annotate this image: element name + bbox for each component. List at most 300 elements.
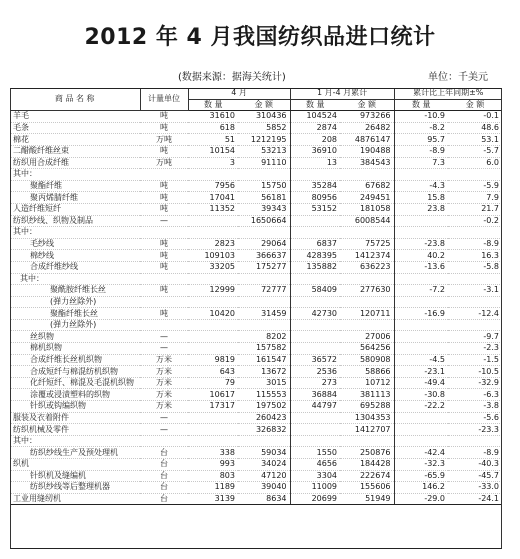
table-row <box>10 366 502 378</box>
row-unit: 台 <box>140 447 188 459</box>
row-unit: 万米 <box>140 401 188 413</box>
cell-ytd-qty <box>290 424 340 436</box>
row-name: 聚酰胺纤维长丝 <box>10 285 140 297</box>
cell-ytd-qty <box>290 169 340 181</box>
cell-april-qty: 51 <box>188 134 238 146</box>
cell-ytd-amount <box>340 227 394 239</box>
cell-ytd-amount <box>340 273 394 285</box>
row-unit <box>140 273 188 285</box>
cell-april-amount: 59034 <box>238 447 290 459</box>
table-row <box>10 470 502 482</box>
column-header-name: 商 品 名 称 <box>10 88 140 111</box>
cell-yoy-amount-pct: -0.1 <box>448 111 502 123</box>
cell-yoy-qty-pct: -49.4 <box>394 377 448 389</box>
row-unit: 吨 <box>140 145 188 157</box>
cell-yoy-qty-pct: 23.8 <box>394 203 448 215</box>
row-unit: 吨 <box>140 238 188 250</box>
cell-yoy-amount-pct: 6.0 <box>448 157 502 169</box>
cell-ytd-qty <box>290 343 340 355</box>
cell-ytd-qty <box>290 435 340 447</box>
cell-yoy-amount-pct: 48.6 <box>448 122 502 134</box>
cell-ytd-amount: 636223 <box>340 261 394 273</box>
column-header-unit: 计量单位 <box>140 88 188 111</box>
cell-april-qty <box>188 227 238 239</box>
row-name: 针织机及缝编机 <box>10 470 140 482</box>
cell-yoy-amount-pct: 16.3 <box>448 250 502 262</box>
row-unit <box>140 296 188 308</box>
cell-april-amount: 13672 <box>238 366 290 378</box>
cell-ytd-amount: 27006 <box>340 331 394 343</box>
row-unit: 吨 <box>140 203 188 215</box>
cell-yoy-amount-pct <box>448 273 502 285</box>
cell-april-qty: 993 <box>188 459 238 471</box>
cell-april-amount: 39343 <box>238 203 290 215</box>
table-row <box>10 250 502 262</box>
table-row <box>10 331 502 343</box>
cell-yoy-amount-pct: -1.5 <box>448 354 502 366</box>
row-name: 针织或钩编织物 <box>10 401 140 413</box>
table-row <box>10 412 502 424</box>
cell-april-qty: 31610 <box>188 111 238 123</box>
cell-ytd-amount: 695288 <box>340 401 394 413</box>
row-name: 纺织用合成纤维 <box>10 157 140 169</box>
row-name: 合成短纤与棉混纺机织物 <box>10 366 140 378</box>
cell-yoy-amount-pct: -5.7 <box>448 145 502 157</box>
cell-ytd-qty: 44797 <box>290 401 340 413</box>
cell-april-qty: 17317 <box>188 401 238 413</box>
row-unit: 台 <box>140 493 188 505</box>
cell-ytd-qty: 36572 <box>290 354 340 366</box>
cell-april-qty: 3139 <box>188 493 238 505</box>
row-unit: 吨 <box>140 261 188 273</box>
table-row <box>10 261 502 273</box>
table-row <box>10 435 502 447</box>
table-row <box>10 377 502 389</box>
cell-april-qty <box>188 424 238 436</box>
table-row <box>10 169 502 181</box>
table-row <box>10 273 502 285</box>
cell-yoy-qty-pct <box>394 424 448 436</box>
row-unit: 台 <box>140 459 188 471</box>
table-row <box>10 122 502 134</box>
cell-ytd-amount: 381113 <box>340 389 394 401</box>
cell-yoy-qty-pct: -23.8 <box>394 238 448 250</box>
row-unit: — <box>140 343 188 355</box>
cell-april-qty <box>188 435 238 447</box>
cell-yoy-qty-pct: 146.2 <box>394 482 448 494</box>
cell-april-amount: 8202 <box>238 331 290 343</box>
cell-april-amount <box>238 435 290 447</box>
cell-april-amount: 161547 <box>238 354 290 366</box>
cell-yoy-qty-pct: -29.0 <box>394 493 448 505</box>
row-unit: 吨 <box>140 250 188 262</box>
cell-ytd-amount: 973266 <box>340 111 394 123</box>
cell-yoy-amount-pct: 7.9 <box>448 192 502 204</box>
cell-ytd-qty: 3304 <box>290 470 340 482</box>
row-name: (弹力丝除外) <box>10 319 140 331</box>
cell-yoy-amount-pct: -0.2 <box>448 215 502 227</box>
table-row <box>10 401 502 413</box>
cell-yoy-amount-pct: -40.3 <box>448 459 502 471</box>
table-row <box>10 203 502 215</box>
row-unit <box>140 319 188 331</box>
column-group-yoy: 累计比上年同期±% <box>394 88 502 99</box>
table-row <box>10 482 502 494</box>
cell-april-amount: 157582 <box>238 343 290 355</box>
table-body <box>10 111 502 505</box>
cell-ytd-amount: 75725 <box>340 238 394 250</box>
cell-yoy-qty-pct: 95.7 <box>394 134 448 146</box>
cell-april-qty: 12999 <box>188 285 238 297</box>
column-header-yoy-amount: 金 额 <box>448 99 502 111</box>
cell-april-qty: 10420 <box>188 308 238 320</box>
row-unit: 万米 <box>140 366 188 378</box>
cell-ytd-qty: 20699 <box>290 493 340 505</box>
cell-april-amount <box>238 296 290 308</box>
row-name: 棉花 <box>10 134 140 146</box>
cell-april-amount: 39040 <box>238 482 290 494</box>
row-name: 聚酯纤维长丝 <box>10 308 140 320</box>
row-name: 二醋酸纤维丝束 <box>10 145 140 157</box>
cell-yoy-amount-pct: -3.1 <box>448 285 502 297</box>
cell-ytd-qty <box>290 331 340 343</box>
cell-yoy-amount-pct: -6.3 <box>448 389 502 401</box>
cell-april-qty: 33205 <box>188 261 238 273</box>
row-name: 人造纤维短纤 <box>10 203 140 215</box>
row-unit <box>140 227 188 239</box>
cell-april-qty: 79 <box>188 377 238 389</box>
cell-yoy-amount-pct: -8.9 <box>448 238 502 250</box>
cell-ytd-qty: 11009 <box>290 482 340 494</box>
cell-ytd-amount: 26482 <box>340 122 394 134</box>
cell-april-qty: 10154 <box>188 145 238 157</box>
cell-ytd-qty: 2536 <box>290 366 340 378</box>
row-unit: 台 <box>140 482 188 494</box>
row-name: 化纤短纤、棉混及毛混机织物 <box>10 377 140 389</box>
cell-yoy-qty-pct: -8.2 <box>394 122 448 134</box>
table-row <box>10 459 502 471</box>
cell-yoy-qty-pct: -4.5 <box>394 354 448 366</box>
cell-yoy-qty-pct: -32.3 <box>394 459 448 471</box>
cell-april-amount: 326832 <box>238 424 290 436</box>
cell-ytd-amount: 181058 <box>340 203 394 215</box>
cell-yoy-amount-pct: -23.3 <box>448 424 502 436</box>
column-group-ytd: 1 月-4 月累计 <box>290 88 394 99</box>
cell-yoy-amount-pct: -8.9 <box>448 447 502 459</box>
cell-ytd-amount: 155606 <box>340 482 394 494</box>
table-row <box>10 389 502 401</box>
cell-yoy-amount-pct: 53.1 <box>448 134 502 146</box>
row-name: 工业用缝纫机 <box>10 493 140 505</box>
row-unit: 台 <box>140 470 188 482</box>
row-unit <box>140 169 188 181</box>
cell-yoy-qty-pct: -23.1 <box>394 366 448 378</box>
cell-april-amount: 34024 <box>238 459 290 471</box>
cell-april-qty: 10617 <box>188 389 238 401</box>
cell-ytd-qty: 135882 <box>290 261 340 273</box>
cell-yoy-qty-pct <box>394 319 448 331</box>
table-row <box>10 447 502 459</box>
import-statistics-table <box>10 88 502 505</box>
table-row <box>10 354 502 366</box>
cell-ytd-amount: 384543 <box>340 157 394 169</box>
cell-ytd-amount <box>340 435 394 447</box>
data-source-note: (数据来源：据海关统计) <box>178 72 286 83</box>
cell-april-qty: 7956 <box>188 180 238 192</box>
cell-yoy-amount-pct: -24.1 <box>448 493 502 505</box>
table-row <box>10 111 502 123</box>
cell-ytd-qty <box>290 215 340 227</box>
cell-april-amount: 1650664 <box>238 215 290 227</box>
row-unit: 吨 <box>140 285 188 297</box>
cell-ytd-amount <box>340 296 394 308</box>
cell-yoy-qty-pct: -10.9 <box>394 111 448 123</box>
cell-april-qty: 2823 <box>188 238 238 250</box>
cell-yoy-qty-pct <box>394 412 448 424</box>
cell-yoy-qty-pct: -65.9 <box>394 470 448 482</box>
cell-ytd-qty: 58409 <box>290 285 340 297</box>
column-header-april-qty: 数 量 <box>188 99 238 111</box>
cell-april-qty: 3 <box>188 157 238 169</box>
cell-yoy-amount-pct <box>448 227 502 239</box>
cell-ytd-qty: 42730 <box>290 308 340 320</box>
table-row <box>10 493 502 505</box>
cell-yoy-qty-pct: -16.9 <box>394 308 448 320</box>
cell-yoy-amount-pct: -3.8 <box>448 401 502 413</box>
cell-ytd-qty: 80956 <box>290 192 340 204</box>
cell-ytd-qty: 36884 <box>290 389 340 401</box>
table-row <box>10 157 502 169</box>
cell-april-amount: 260423 <box>238 412 290 424</box>
row-name: 其中： <box>10 273 140 285</box>
cell-yoy-qty-pct <box>394 273 448 285</box>
table-row <box>10 238 502 250</box>
row-unit: 万米 <box>140 389 188 401</box>
cell-april-qty <box>188 343 238 355</box>
cell-yoy-qty-pct <box>394 215 448 227</box>
cell-ytd-qty: 35284 <box>290 180 340 192</box>
cell-ytd-amount: 67682 <box>340 180 394 192</box>
row-unit: 万吨 <box>140 157 188 169</box>
cell-yoy-qty-pct: -13.6 <box>394 261 448 273</box>
row-unit: 吨 <box>140 122 188 134</box>
row-name: 服装及衣着附件 <box>10 412 140 424</box>
cell-yoy-amount-pct <box>448 435 502 447</box>
row-unit: — <box>140 412 188 424</box>
cell-april-amount: 91110 <box>238 157 290 169</box>
row-name: 羊毛 <box>10 111 140 123</box>
cell-ytd-amount: 184428 <box>340 459 394 471</box>
unit-note: 单位：千美元 <box>428 72 488 83</box>
table-row <box>10 215 502 227</box>
row-name: 纺织纱线生产及预处理机 <box>10 447 140 459</box>
cell-ytd-amount: 51949 <box>340 493 394 505</box>
cell-ytd-qty: 2874 <box>290 122 340 134</box>
cell-yoy-amount-pct <box>448 169 502 181</box>
cell-april-qty <box>188 319 238 331</box>
cell-april-amount: 15750 <box>238 180 290 192</box>
row-unit: 吨 <box>140 180 188 192</box>
cell-april-amount: 72777 <box>238 285 290 297</box>
row-name: 毛条 <box>10 122 140 134</box>
cell-yoy-amount-pct: -5.8 <box>448 261 502 273</box>
cell-yoy-qty-pct <box>394 296 448 308</box>
cell-yoy-amount-pct: -9.7 <box>448 331 502 343</box>
cell-yoy-qty-pct: -22.2 <box>394 401 448 413</box>
cell-yoy-amount-pct: 21.7 <box>448 203 502 215</box>
cell-yoy-qty-pct: -30.8 <box>394 389 448 401</box>
cell-april-qty: 618 <box>188 122 238 134</box>
cell-yoy-qty-pct: -8.9 <box>394 145 448 157</box>
cell-yoy-qty-pct: 7.3 <box>394 157 448 169</box>
cell-april-qty <box>188 169 238 181</box>
cell-april-amount: 115553 <box>238 389 290 401</box>
cell-yoy-amount-pct <box>448 319 502 331</box>
row-unit <box>140 435 188 447</box>
cell-yoy-amount-pct: -12.4 <box>448 308 502 320</box>
cell-april-qty <box>188 331 238 343</box>
cell-ytd-amount: 120711 <box>340 308 394 320</box>
cell-ytd-qty: 13 <box>290 157 340 169</box>
row-name: 其中： <box>10 227 140 239</box>
cell-yoy-amount-pct: -32.9 <box>448 377 502 389</box>
table-row <box>10 319 502 331</box>
cell-yoy-qty-pct: 40.2 <box>394 250 448 262</box>
cell-ytd-qty <box>290 227 340 239</box>
cell-ytd-qty: 273 <box>290 377 340 389</box>
cell-ytd-qty: 36910 <box>290 145 340 157</box>
cell-april-qty: 11352 <box>188 203 238 215</box>
cell-april-amount <box>238 169 290 181</box>
row-unit: — <box>140 424 188 436</box>
row-name: 织机 <box>10 459 140 471</box>
cell-ytd-amount <box>340 169 394 181</box>
column-header-yoy-qty: 数 量 <box>394 99 448 111</box>
cell-april-amount <box>238 319 290 331</box>
table-row <box>10 180 502 192</box>
cell-ytd-amount: 6008544 <box>340 215 394 227</box>
cell-yoy-qty-pct <box>394 169 448 181</box>
cell-ytd-qty <box>290 273 340 285</box>
cell-yoy-qty-pct: 15.8 <box>394 192 448 204</box>
cell-ytd-amount: 250876 <box>340 447 394 459</box>
cell-ytd-amount: 249451 <box>340 192 394 204</box>
table-row <box>10 343 502 355</box>
cell-yoy-qty-pct: -7.2 <box>394 285 448 297</box>
row-name: 纺织机械及零件 <box>10 424 140 436</box>
row-name: 纺织纱线等后整理机器 <box>10 482 140 494</box>
row-unit: 万米 <box>140 354 188 366</box>
cell-yoy-amount-pct: -2.3 <box>448 343 502 355</box>
row-name: 聚丙烯腈纤维 <box>10 192 140 204</box>
cell-april-qty: 17041 <box>188 192 238 204</box>
row-unit: — <box>140 331 188 343</box>
cell-april-qty: 338 <box>188 447 238 459</box>
table-row <box>10 227 502 239</box>
cell-ytd-amount: 10712 <box>340 377 394 389</box>
cell-april-amount: 29064 <box>238 238 290 250</box>
row-unit: — <box>140 215 188 227</box>
table-row <box>10 134 502 146</box>
table-row <box>10 145 502 157</box>
row-name: 涂覆或浸渍塑料的织物 <box>10 389 140 401</box>
cell-yoy-amount-pct: -33.0 <box>448 482 502 494</box>
cell-ytd-qty: 208 <box>290 134 340 146</box>
cell-april-qty <box>188 215 238 227</box>
cell-april-qty: 1189 <box>188 482 238 494</box>
cell-ytd-qty <box>290 412 340 424</box>
cell-ytd-qty: 104524 <box>290 111 340 123</box>
cell-april-amount: 3015 <box>238 377 290 389</box>
cell-april-qty <box>188 273 238 285</box>
cell-april-amount: 53213 <box>238 145 290 157</box>
column-header-ytd-amount: 金 额 <box>340 99 394 111</box>
row-unit: 吨 <box>140 111 188 123</box>
cell-ytd-amount: 1304353 <box>340 412 394 424</box>
cell-ytd-amount: 277630 <box>340 285 394 297</box>
cell-april-amount: 1212195 <box>238 134 290 146</box>
table-row <box>10 308 502 320</box>
cell-april-amount <box>238 273 290 285</box>
cell-april-qty: 109103 <box>188 250 238 262</box>
cell-ytd-qty <box>290 319 340 331</box>
column-header-april-amount: 金 额 <box>238 99 290 111</box>
row-unit: 吨 <box>140 192 188 204</box>
page-title: 2012 年 4 月我国纺织品进口统计 <box>84 25 436 50</box>
cell-april-amount: 47120 <box>238 470 290 482</box>
cell-ytd-qty <box>290 296 340 308</box>
row-name: 合成纤维纱线 <box>10 261 140 273</box>
row-unit: 万吨 <box>140 134 188 146</box>
table-row <box>10 424 502 436</box>
row-name: 其中： <box>10 169 140 181</box>
cell-yoy-qty-pct: -42.4 <box>394 447 448 459</box>
cell-april-qty <box>188 296 238 308</box>
row-name: 聚酯纤维 <box>10 180 140 192</box>
cell-ytd-qty: 1550 <box>290 447 340 459</box>
row-name: 丝织物 <box>10 331 140 343</box>
row-name: 毛纱线 <box>10 238 140 250</box>
cell-ytd-amount: 222674 <box>340 470 394 482</box>
row-unit: 万米 <box>140 377 188 389</box>
cell-april-amount: 5852 <box>238 122 290 134</box>
cell-april-qty: 643 <box>188 366 238 378</box>
cell-ytd-qty: 4656 <box>290 459 340 471</box>
table-row <box>10 192 502 204</box>
column-header-ytd-qty: 数 量 <box>290 99 340 111</box>
cell-ytd-amount: 58866 <box>340 366 394 378</box>
cell-april-qty: 803 <box>188 470 238 482</box>
cell-april-amount: 175277 <box>238 261 290 273</box>
cell-ytd-amount: 580908 <box>340 354 394 366</box>
row-name: 棉纱线 <box>10 250 140 262</box>
cell-yoy-amount-pct: -5.6 <box>448 412 502 424</box>
row-name: 合成纤维长丝机织物 <box>10 354 140 366</box>
cell-yoy-qty-pct: -4.3 <box>394 180 448 192</box>
row-name: (弹力丝除外) <box>10 296 140 308</box>
cell-april-amount: 56181 <box>238 192 290 204</box>
table-row <box>10 285 502 297</box>
cell-yoy-amount-pct <box>448 296 502 308</box>
cell-yoy-qty-pct <box>394 331 448 343</box>
cell-ytd-amount: 1412374 <box>340 250 394 262</box>
column-group-april: 4 月 <box>188 88 290 99</box>
cell-yoy-qty-pct <box>394 227 448 239</box>
cell-april-amount: 366637 <box>238 250 290 262</box>
cell-ytd-amount: 4876147 <box>340 134 394 146</box>
cell-yoy-amount-pct: -10.5 <box>448 366 502 378</box>
cell-april-amount: 8634 <box>238 493 290 505</box>
